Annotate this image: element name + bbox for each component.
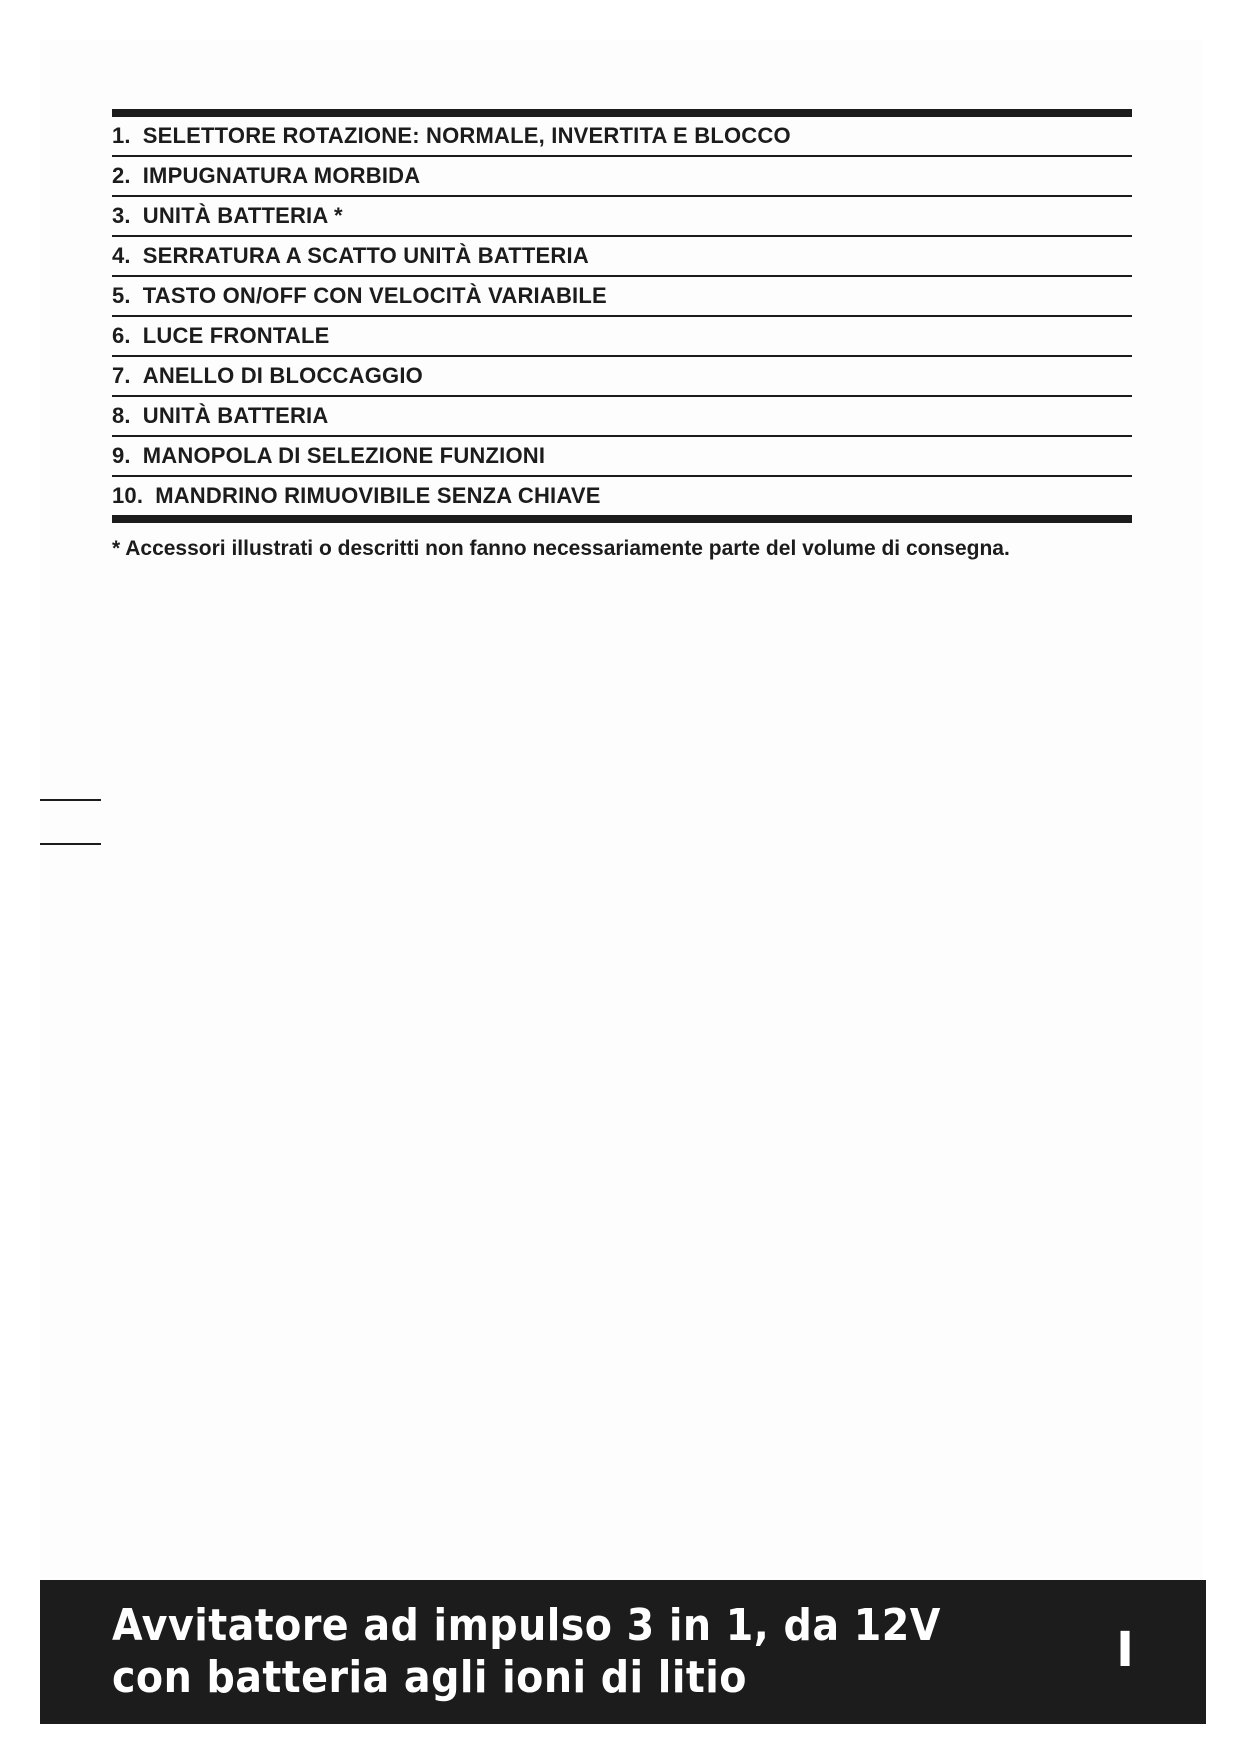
item-number: 8. bbox=[112, 403, 131, 428]
margin-rule bbox=[40, 843, 101, 845]
list-item bbox=[112, 157, 1132, 197]
item-label: TASTO ON/OFF CON VELOCITÀ VARIABILE bbox=[142, 283, 607, 308]
footnote: * Accessori illustrati o descritti non fanno necessariamente parte del volume di consegna. bbox=[112, 537, 1010, 560]
parts-list bbox=[112, 109, 1132, 523]
item-number: 5. bbox=[112, 283, 131, 308]
list-item bbox=[112, 197, 1132, 237]
item-label: LUCE FRONTALE bbox=[142, 323, 330, 348]
list-item bbox=[112, 317, 1132, 357]
language-badge: I bbox=[1116, 1622, 1134, 1678]
item-label: IMPUGNATURA MORBIDA bbox=[142, 163, 421, 188]
item-label: UNITÀ BATTERIA * bbox=[142, 203, 343, 228]
item-label: SERRATURA A SCATTO UNITÀ BATTERIA bbox=[142, 243, 589, 268]
list-item bbox=[112, 437, 1132, 477]
item-number: 2. bbox=[112, 163, 131, 188]
list-item bbox=[112, 277, 1132, 317]
item-number: 9. bbox=[112, 443, 131, 468]
item-number: 4. bbox=[112, 243, 131, 268]
product-title-line: con batteria agli ioni di litio bbox=[112, 1652, 747, 1703]
item-number: 7. bbox=[112, 363, 131, 388]
item-label: MANDRINO RIMUOVIBILE SENZA CHIAVE bbox=[155, 483, 601, 508]
item-label: MANOPOLA DI SELEZIONE FUNZIONI bbox=[142, 443, 546, 468]
item-label: ANELLO DI BLOCCAGGIO bbox=[142, 363, 423, 388]
item-label: SELETTORE ROTAZIONE: NORMALE, INVERTITA E BLOCCO bbox=[142, 123, 791, 148]
item-number: 3. bbox=[112, 203, 131, 228]
item-label: UNITÀ BATTERIA bbox=[142, 403, 329, 428]
item-number: 6. bbox=[112, 323, 131, 348]
list-item bbox=[112, 357, 1132, 397]
product-title bbox=[112, 1600, 941, 1704]
item-number: 1. bbox=[112, 123, 131, 148]
item-number: 10. bbox=[112, 483, 144, 508]
list-item bbox=[112, 117, 1132, 157]
list-item bbox=[112, 477, 1132, 515]
margin-rule bbox=[40, 799, 101, 801]
title-banner bbox=[40, 1580, 1206, 1724]
product-title-line: Avvitatore ad impulso 3 in 1, da 12V bbox=[112, 1600, 941, 1651]
list-item bbox=[112, 237, 1132, 277]
list-item bbox=[112, 397, 1132, 437]
